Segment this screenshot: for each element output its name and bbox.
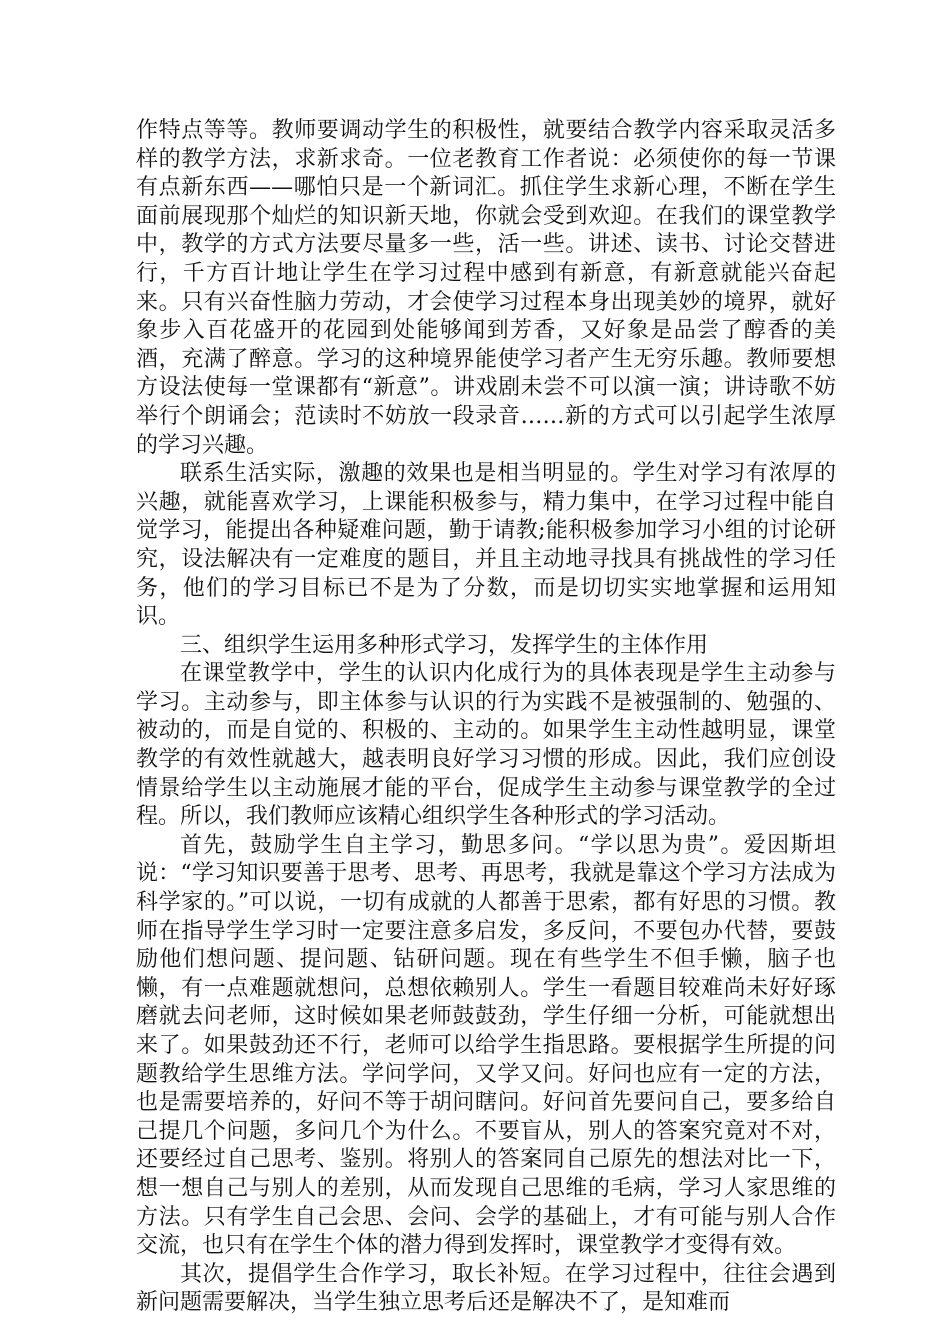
paragraph-life-connection: 联系生活实际，激趣的效果也是相当明显的。学生对学习有浓厚的兴趣，就能喜欢学习，上课能积极参与，精力集中，在学习过程中能自觉学习，能提出各种疑难问题，勤于请教;能积极参加学习小组的讨论研究，设法解决有一定难度的题目，并且主动地寻找具有挑战性的学习任务，他们的学习目标已不是为了分数，而是切切实实地掌握和运用知识。 xyxy=(136,461,836,630)
paragraph-active-participation: 在课堂教学中，学生的认识内化成行为的具体表现是学生主动参与学习。主动参与，即主体参与认识的行为实践不是被强制的、勉强的、被动的，而是自觉的、积极的、主动的。如果学生主动性越明显，课堂教学的有效性就越大，越表明良好学习习惯的形成。因此，我们应创设情景给学生以主动施展才能的平台，促成学生主动参与课堂教学的全过程。所以，我们教师应该精心组织学生各种形式的学习活动。 xyxy=(136,661,836,830)
paragraph-cooperative-learning: 其次，提倡学生合作学习，取长补短。在学习过程中，往往会遇到新问题需要解决，当学生独立思考后还是解决不了，是知难而 xyxy=(136,1261,836,1316)
section-heading: 三、组织学生运用多种形式学习，发挥学生的主体作用 xyxy=(180,632,709,658)
paragraph-self-study: 首先，鼓励学生自主学习，勤思多问。“学以思为贵”。爱因斯坦说：“学习知识要善于思考、思考、再思考，我就是靠这个学习方法成为科学家的。”可以说，一切有成就的人都善于思索，都有好思的习惯。教师在指导学生学习时一定要注意多启发，多反问，不要包办代替，要鼓励他们想问题、提问题、钻研问题。现在有些学生不但手懒，脑子也懒，有一点难题就想问，总想依赖别人。学生一看题目较难尚未好好琢磨就去问老师，这时候如果老师鼓鼓劲，学生仔细一分析，可能就想出来了。如果鼓劲还不行，老师可以给学生指思路。要根据学生所提的问题教给学生思维方法。学问学问，又学又问。好问也应有一定的方法，也是需要培养的，好问不等于胡问瞎问。好问首先要问自己，要多给自己提几个问题，多问几个为什么。不要盲从，别人的答案究竟对不对，还要经过自己思考、鉴别。将别人的答案同自己原先的想法对比一下，想一想自己与别人的差别，从而发现自己思维的毛病，学习人家思维的方法。只有学生自己会思、会问、会学的基础上，才有可能与别人合作交流，也只有在学生个体的潜力得到发挥时，课堂教学才变得有效。 xyxy=(136,832,836,1259)
paragraph-continuation: 作特点等等。教师要调动学生的积极性，就要结合教学内容采取灵活多样的教学方法，求新求奇。一位老教育工作者说：必须使你的每一节课有点新东西——哪怕只是一个新词汇。抓住学生求新心理，不断在学生面前展现那个灿烂的知识新天地，你就会受到欢迎。在我们的课堂教学中，教学的方式方法要尽量多一些，活一些。讲述、读书、讨论交替进行，千方百计地让学生在学习过程中感到有新意，有新意就能兴奋起来。只有兴奋性脑力劳动，才会使学习过程本身出现美妙的境界，就好象步入百花盛开的花园到处能够闻到芳香，又好象是品尝了醇香的美酒，充满了醉意。学习的这种境界能使学习者产生无穷乐趣。教师要想方设法使每一堂课都有“新意”。讲戏剧未尝不可以演一演；讲诗歌不妨举行个朗诵会；范读时不妨放一段录音……新的方式可以引起学生浓厚的学习兴趣。 xyxy=(136,118,836,458)
document-body xyxy=(136,117,836,1318)
